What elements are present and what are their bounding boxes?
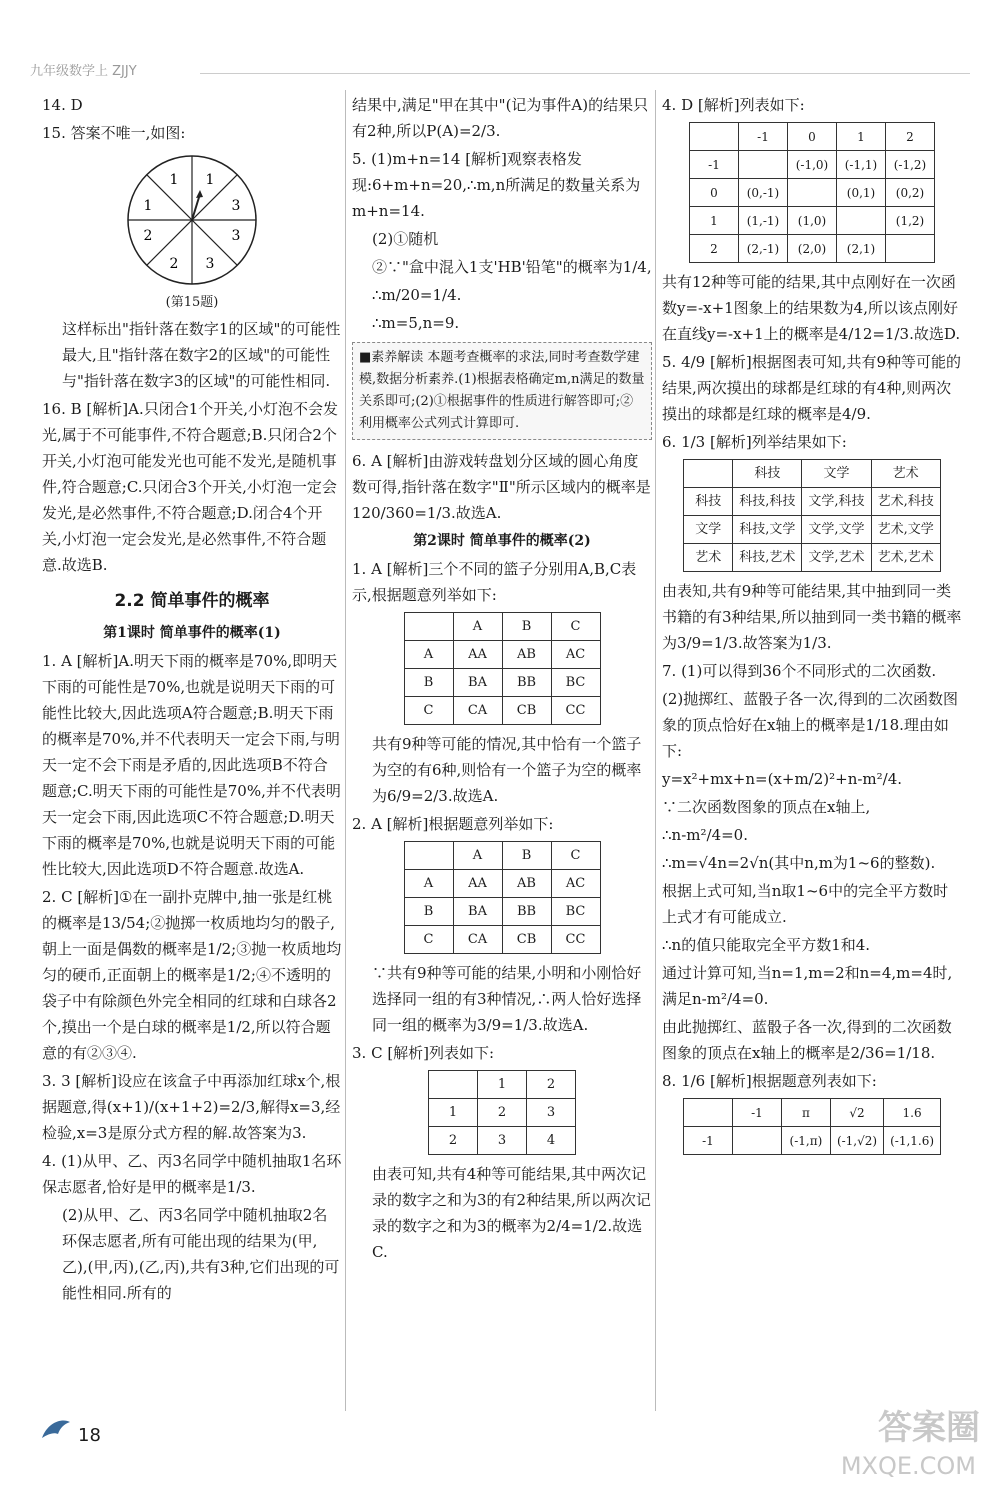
wheel-label: 2 bbox=[143, 228, 153, 244]
answer-16: 16. B [解析]A.只闭合1个开关,小灯泡不会发光,属于不可能事件,不符合题意;B.只闭合2个开关,小灯泡可能发光也可能不发光,是随机事件,符合题意;C.只闭合3个开关,小灯泡一定会发光,是必然事件,不符合题意;D.闭合4个开关,小灯泡一定会发光,是必然事件,不符合题意.故选B. bbox=[42, 400, 339, 574]
answer-7-part7: 根据上式可知,当n取1~6中的完全平方数时上式才有可能成立. bbox=[662, 882, 949, 926]
page-number: 18 bbox=[78, 1425, 101, 1446]
lesson2-answer-3: 3. C [解析]列表如下: bbox=[352, 1044, 495, 1062]
figure-caption: (第15题) bbox=[165, 295, 219, 310]
wheel-label: 3 bbox=[231, 198, 241, 214]
answer-7-part5: ∴n-m²/4=0. bbox=[662, 826, 748, 844]
column-2 bbox=[352, 92, 652, 1267]
answer-7-part1: 7. (1)可以得到36个不同形式的二次函数. bbox=[662, 662, 937, 680]
answer-7-part10: 由此抛掷红、蓝骰子各一次,得到的二次函数图象的顶点在x轴上的概率是2/36=1/18. bbox=[662, 1018, 952, 1062]
spinner-wheel-figure bbox=[122, 150, 262, 290]
table-3 bbox=[428, 1070, 576, 1155]
answer-15: 15. 答案不唯一,如图: bbox=[42, 124, 186, 142]
answer-7-part8: ∴n的值只能取完全平方数1和4. bbox=[662, 936, 871, 954]
table-row: A AA AB AC bbox=[404, 870, 600, 898]
lesson-title: 第1课时 简单事件的概率(1) bbox=[103, 625, 281, 641]
column-3 bbox=[662, 92, 962, 1161]
table-row: 1 (1,-1) (1,0) (1,2) bbox=[690, 207, 935, 235]
literacy-note-box: ■素养解读 本题考查概率的求法,同时考查数学建模,数据分析素养.(1)根据表格确定m,n满足的数量关系即可;(2)①根据事件的性质进行解答即可;②利用概率公式列式计算即可. bbox=[352, 342, 652, 440]
table-row: -1 0 1 2 bbox=[690, 123, 935, 151]
wheel-label: 1 bbox=[143, 198, 153, 214]
answer-5-part5: ∴m=5,n=9. bbox=[372, 314, 460, 332]
table-row: 科技 科技,科技 文学,科技 艺术,科技 bbox=[684, 488, 940, 516]
table-row: -1 (-1,π) (-1,√2) (-1,1.6) bbox=[683, 1127, 940, 1155]
table-row: -1 (-1,0) (-1,1) (-1,2) bbox=[690, 151, 935, 179]
table-row: 0 (0,-1) (0,1) (0,2) bbox=[690, 179, 935, 207]
answer-5-part1: 5. (1)m+n=14 [解析]观察表格发现:6+m+n=20,∴m,n所满足的数量关系为m+n=14. bbox=[352, 150, 641, 220]
table-row: 1 2 bbox=[429, 1071, 576, 1099]
table-row: 科技 文学 艺术 bbox=[684, 460, 940, 488]
answer-4-c3: 4. D [解析]列表如下: bbox=[662, 96, 805, 114]
column-divider bbox=[345, 90, 346, 1411]
answer-4-part2: (2)从甲、乙、丙3名同学中随机抽取2名环保志愿者,所有可能出现的结果为(甲,乙),(甲,丙),(乙,丙),共有3种,它们出现的可能性相同.所有的 bbox=[62, 1206, 340, 1302]
answer-5-part2: (2)①随机 bbox=[372, 230, 439, 248]
table-row: A B C bbox=[404, 613, 600, 641]
table-row: C CA CB CC bbox=[404, 697, 600, 725]
lesson2-answer-1: 1. A [解析]三个不同的篮子分别用A,B,C表示,根据题意列举如下: bbox=[352, 560, 637, 604]
answer-7-part6: ∴m=√4n=2√n(其中n,m为1~6的整数). bbox=[662, 854, 936, 872]
wheel-label: 2 bbox=[169, 256, 179, 272]
page-header: 九年级数学上 ZJJY bbox=[30, 64, 137, 79]
wheel-label: 3 bbox=[231, 228, 241, 244]
table-8 bbox=[683, 1098, 941, 1155]
answer-5-part4: ∴m/20=1/4. bbox=[372, 286, 462, 304]
wheel-label: 1 bbox=[205, 172, 215, 188]
answer-7-part3: y=x²+mx+n=(x+m/2)²+n-m²/4. bbox=[662, 770, 903, 788]
table-row: C CA CB CC bbox=[404, 926, 600, 954]
answer-4-c3-text: 共有12种等可能的结果,其中点刚好在一次函数y=-x+1图象上的结果数为4,所以该点刚好在直线y=-x+1上的概率是4/12=1/3.故选D. bbox=[662, 273, 961, 343]
table-4 bbox=[689, 122, 935, 263]
answer-4-continued: 结果中,满足"甲在其中"(记为事件A)的结果只有2种,所以P(A)=2/3. bbox=[352, 96, 649, 140]
watermark-url: MXQE.COM bbox=[840, 1452, 976, 1480]
answer-2: 2. C [解析]①在一副扑克牌中,抽一张是红桃的概率是13/54;②抛掷一枚质地均匀的骰子,朝上一面是偶数的概率是1/2;③抛一枚质地均匀的硬币,正面朝上的概率是1/2;④不透明的袋子中有除颜色外完全相同的红球和白球各2个,摸出一个是白球的概率是1/2,所以符合题意的有②③④. bbox=[42, 888, 342, 1062]
table-6 bbox=[683, 459, 940, 572]
answer-6-c3: 6. 1/3 [解析]列举结果如下: bbox=[662, 433, 847, 451]
table-row: A AA AB AC bbox=[404, 641, 600, 669]
table-row: A B C bbox=[404, 842, 600, 870]
answer-7-part9: 通过计算可知,当n=1,m=2和n=4,m=4时,满足n-m²/4=0. bbox=[662, 964, 953, 1008]
header-rule bbox=[200, 73, 970, 74]
lesson2-answer-2: 2. A [解析]根据题意列举如下: bbox=[352, 815, 554, 833]
answer-4-part1: 4. (1)从甲、乙、丙3名同学中随机抽取1名环保志愿者,恰好是甲的概率是1/3. bbox=[42, 1152, 342, 1196]
table-2 bbox=[404, 841, 601, 954]
wheel-label: 1 bbox=[169, 172, 179, 188]
table-1 bbox=[404, 612, 601, 725]
lesson-title: 第2课时 简单事件的概率(2) bbox=[413, 533, 591, 549]
table-row: 艺术 科技,艺术 文学,艺术 艺术,艺术 bbox=[684, 544, 940, 572]
wheel-label: 3 bbox=[205, 256, 215, 272]
answer-8: 8. 1/6 [解析]根据题意列表如下: bbox=[662, 1072, 877, 1090]
column-divider bbox=[655, 90, 656, 1411]
table-row: 1 2 3 bbox=[429, 1099, 576, 1127]
answer-5-c3: 5. 4/9 [解析]根据图表可知,共有9种等可能的结果,两次摸出的球都是红球的有4种,则两次摸出的球都是红球的概率是4/9. bbox=[662, 353, 962, 423]
answer-7-part4: ∵二次函数图象的顶点在x轴上, bbox=[662, 798, 871, 816]
answer-14: 14. D bbox=[42, 96, 83, 114]
section-title: 2.2 简单事件的概率 bbox=[114, 591, 270, 611]
answer-6-c3-text: 由表知,共有9种等可能结果,其中抽到同一类书籍的有3种结果,所以抽到同一类书籍的概率为3/9=1/3.故答案为1/3. bbox=[662, 582, 962, 652]
lesson2-answer-3-text: 由表可知,共有4种等可能结果,其中两次记录的数字之和为3的有2种结果,所以两次记录的数字之和为3的概率为2/4=1/2.故选C. bbox=[372, 1165, 651, 1261]
table-row: B BA BB BC bbox=[404, 669, 600, 697]
table-row: 2 (2,-1) (2,0) (2,1) bbox=[690, 235, 935, 263]
table-row: -1 π √2 1.6 bbox=[683, 1099, 940, 1127]
answer-5-part3: ②∵"盒中混入1支'HB'铅笔"的概率为1/4, bbox=[372, 258, 652, 276]
watermark: 答案圈 bbox=[878, 1408, 980, 1448]
lesson2-answer-2-text: ∵共有9种等可能的结果,小明和小刚恰好选择同一组的有3种情况,∴两人恰好选择同一组的概率为3/9=1/3.故选A. bbox=[372, 964, 642, 1034]
column-1 bbox=[42, 92, 342, 1308]
answer-6: 6. A [解析]由游戏转盘划分区域的圆心角度数可得,指针落在数字"Ⅱ"所示区域内的概率是120/360=1/3.故选A. bbox=[352, 452, 651, 522]
table-row: 文学 科技,文学 文学,文学 艺术,文学 bbox=[684, 516, 940, 544]
table-row: B BA BB BC bbox=[404, 898, 600, 926]
dolphin-logo-icon bbox=[38, 1412, 74, 1448]
answer-7-part2: (2)抛掷红、蓝骰子各一次,得到的二次函数图象的顶点恰好在x轴上的概率是1/18.理由如下: bbox=[662, 690, 959, 760]
lesson2-answer-1-text: 共有9种等可能的情况,其中恰有一个篮子为空的有6种,则恰有一个篮子为空的概率为6/9=2/3.故选A. bbox=[372, 735, 642, 805]
answer-15-text: 这样标出"指针落在数字1的区域"的可能性最大,且"指针落在数字2的区域"的可能性与"指针落在数字3的区域"的可能性相同. bbox=[62, 320, 341, 390]
answer-3: 3. 3 [解析]设应在该盒子中再添加红球x个,根据题意,得(x+1)/(x+1+2)=2/3,解得x=3,经检验,x=3是原分式方程的解.故答案为3. bbox=[42, 1072, 341, 1142]
answer-1: 1. A [解析]A.明天下雨的概率是70%,即明天下雨的可能性是70%,也就是说明天下雨的可能性比较大,因此选项A符合题意;B.明天下雨的概率是70%,并不代表明天一定会下雨,与明天一定不会下雨是矛盾的,因此选项B不符合题意;C.明天下雨的可能性是70%,并不代表明天一定会下雨,因此选项C不符合题意;D.明天下雨的概率是70%,也就是说明天下雨的可能性比较大,因此选项D不符合题意.故选A. bbox=[42, 652, 341, 878]
table-row: 2 3 4 bbox=[429, 1127, 576, 1155]
